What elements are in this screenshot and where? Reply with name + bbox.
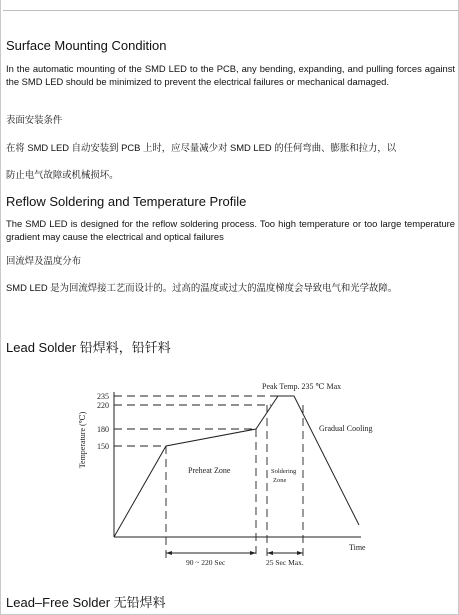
gradual-cooling-annotation: Gradual Cooling	[319, 424, 373, 433]
soldering-zone-label-line2: Zone	[273, 477, 287, 484]
surface-mounting-cn-line2: 防止电气故障或机械损坏。	[6, 169, 119, 180]
reflow-body: The SMD LED is designed for the reflow soldering process. Too high temperature or too large temperature gradient may cause the electrical and optical failures	[6, 218, 455, 242]
surface-mounting-title: Surface Mounting Condition	[6, 38, 167, 53]
temperature-profile-line	[114, 396, 359, 537]
reflow-title: Reflow Soldering and Temperature Profile	[6, 194, 247, 209]
arrowhead-preheat-right	[250, 551, 256, 555]
top-divider	[3, 10, 458, 11]
preheat-zone-label: Preheat Zone	[188, 466, 231, 475]
temperature-profile-chart	[1, 375, 459, 575]
arrowhead-solder-left	[267, 551, 273, 555]
arrowhead-preheat-left	[166, 551, 172, 555]
y-tick-label: 235	[97, 392, 109, 401]
preheat-duration-label: 90 ~ 220 Sec	[186, 558, 226, 567]
peak-temp-annotation: Peak Temp. 235 ℃ Max	[262, 382, 342, 391]
y-tick-label: 220	[97, 401, 109, 410]
arrowhead-solder-right	[297, 551, 303, 555]
x-axis-label: Time	[349, 543, 366, 552]
lead-free-solder-title: Lead–Free Solder 无铅焊料	[6, 595, 166, 610]
y-axis-label: Temperature (℃)	[78, 411, 87, 469]
reflow-cn-body: SMD LED 是为回流焊接工艺而设计的。过高的温度或过大的温度梯度会导致电气和光学故障。	[6, 282, 398, 293]
reflow-cn-title: 回流焊及温度分布	[6, 255, 82, 266]
surface-mounting-cn-title: 表面安装条件	[6, 114, 63, 125]
y-tick-label: 180	[97, 425, 109, 434]
surface-mounting-cn-line1: 在将 SMD LED 自动安装到 PCB 上时，应尽量减少对 SMD LED 的任何弯曲、膨胀和拉力，以	[6, 142, 397, 153]
lead-solder-title: Lead Solder 铅焊料，铅钎料	[6, 340, 171, 355]
soldering-duration-label: 25 Sec Max.	[266, 558, 304, 567]
surface-mounting-body: In the automatic mounting of the SMD LED to the PCB, any bending, expanding, and pulling forces against the SMD LED should be minimized to prevent the electrical failures or mechanical damaged.	[6, 63, 455, 87]
y-tick-label: 150	[97, 442, 109, 451]
soldering-zone-label-line1: Soldering	[271, 468, 297, 475]
